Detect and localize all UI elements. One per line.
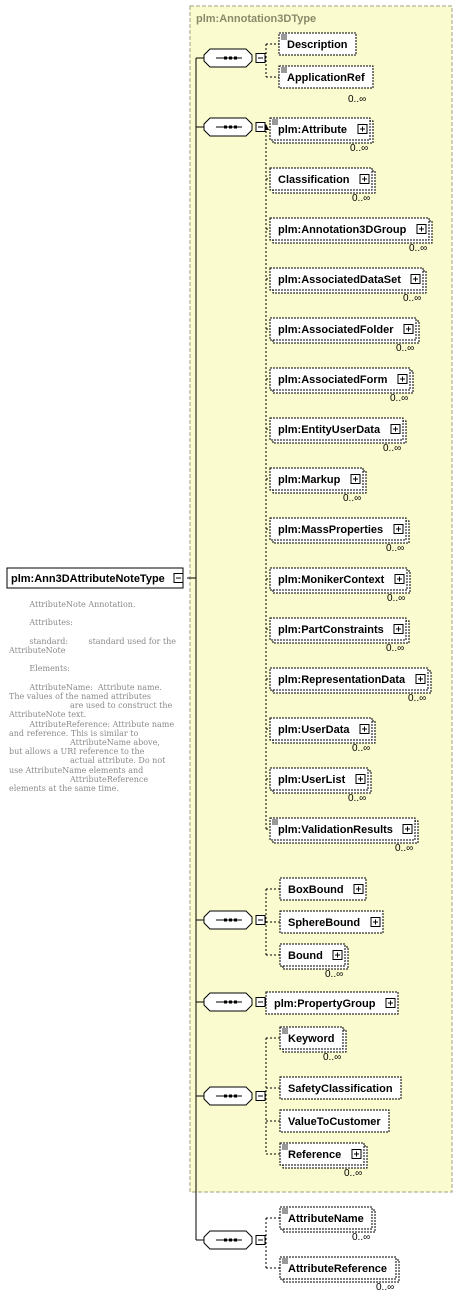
sequence-icon-dot xyxy=(229,1095,232,1098)
element-label: Classification xyxy=(278,174,350,186)
element-label: plm:MassProperties xyxy=(278,524,384,536)
cardinality-label: 0..∞ xyxy=(352,1232,371,1243)
expand-icon[interactable] xyxy=(351,475,360,484)
cardinality-label: 0..∞ xyxy=(390,393,409,404)
sequence-icon-dot xyxy=(229,919,232,922)
cardinality-label: 0..∞ xyxy=(352,193,371,204)
expand-icon[interactable] xyxy=(333,951,342,960)
cardinality-label: 0..∞ xyxy=(350,143,369,154)
sequence-cardinality: 0..∞ xyxy=(348,94,367,105)
cardinality-label: 0..∞ xyxy=(344,1168,363,1179)
element-label: AttributeName xyxy=(288,1213,364,1225)
sequence-icon-dot xyxy=(229,1239,232,1242)
element-label: BoxBound xyxy=(288,884,344,896)
element-label: ValueToCustomer xyxy=(288,1116,381,1128)
element-label: plm:Annotation3DGroup xyxy=(278,224,407,236)
expand-icon[interactable] xyxy=(371,918,380,927)
sequence-icon-dot xyxy=(234,919,237,922)
element-node-2-0[interactable] xyxy=(280,878,366,900)
collapse-icon[interactable] xyxy=(256,54,265,63)
cardinality-label: 0..∞ xyxy=(383,443,402,454)
sequence-icon-dot xyxy=(234,1095,237,1098)
expand-icon[interactable] xyxy=(411,275,420,284)
sequence-icon-dot xyxy=(229,126,232,129)
expand-icon[interactable] xyxy=(360,725,369,734)
cardinality-label: 0..∞ xyxy=(396,343,415,354)
root-documentation: AttributeNote Annotation. Attributes: standard: standard used for the AttributeNote Elements: AttributeName: Attribute name. The values of the named attributes are used to construct the AttributeNote text. AttributeReference: Attribute name and reference. This is similar to AttributeName above, but allows a URI reference to the actual attribute. Do not use AttributeName elements and AttributeReference elements at the same time. xyxy=(9,600,176,794)
element-label: plm:EntityUserData xyxy=(278,424,381,436)
sequence-icon-dot xyxy=(224,57,227,60)
root-element-label: plm:Ann3DAttributeNoteType xyxy=(11,573,165,585)
element-node-5-1[interactable] xyxy=(280,1257,399,1293)
element-node-2-1[interactable] xyxy=(280,911,383,933)
element-node-3-0[interactable] xyxy=(266,992,398,1014)
element-label: plm:RepresentationData xyxy=(278,674,406,686)
cardinality-label: 0..∞ xyxy=(395,843,414,854)
collapse-icon[interactable] xyxy=(256,123,265,132)
cardinality-label: 0..∞ xyxy=(325,969,344,980)
element-label: plm:ValidationResults xyxy=(278,824,393,836)
element-label: ApplicationRef xyxy=(287,72,365,84)
element-node-4-2[interactable] xyxy=(280,1110,389,1132)
element-label: plm:PropertyGroup xyxy=(274,998,376,1010)
collapse-icon[interactable] xyxy=(174,574,183,583)
sequence-icon-dot xyxy=(234,1001,237,1004)
collapse-icon[interactable] xyxy=(256,1236,265,1245)
element-label: plm:UserData xyxy=(278,724,350,736)
expand-icon[interactable] xyxy=(394,625,403,634)
sequence-compositor-5[interactable] xyxy=(204,1231,265,1249)
cardinality-label: 0..∞ xyxy=(343,493,362,504)
sequence-icon-dot xyxy=(229,57,232,60)
element-label: AttributeReference xyxy=(288,1263,388,1275)
expand-icon[interactable] xyxy=(395,575,404,584)
expand-icon[interactable] xyxy=(356,775,365,784)
root-element[interactable] xyxy=(7,568,183,588)
collapse-icon[interactable] xyxy=(256,998,265,1007)
element-label: Bound xyxy=(288,950,323,962)
expand-icon[interactable] xyxy=(386,999,395,1008)
sequence-icon-dot xyxy=(224,126,227,129)
expand-icon[interactable] xyxy=(352,1150,361,1159)
sequence-icon-dot xyxy=(229,1001,232,1004)
cardinality-label: 0..∞ xyxy=(403,293,422,304)
cardinality-label: 0..∞ xyxy=(408,693,427,704)
element-node-0-0[interactable] xyxy=(279,33,356,55)
element-label: plm:Markup xyxy=(278,474,341,486)
expand-icon[interactable] xyxy=(354,885,363,894)
expand-icon[interactable] xyxy=(417,225,426,234)
sequence-icon-dot xyxy=(234,126,237,129)
expand-icon[interactable] xyxy=(398,375,407,384)
sequence-icon-dot xyxy=(224,1095,227,1098)
element-label: plm:AssociatedFolder xyxy=(278,324,394,336)
expand-icon[interactable] xyxy=(391,425,400,434)
element-node-4-1[interactable] xyxy=(280,1077,401,1099)
expand-icon[interactable] xyxy=(358,125,367,134)
element-label: SphereBound xyxy=(288,917,361,929)
element-label: plm:UserList xyxy=(278,774,346,786)
cardinality-label: 0..∞ xyxy=(387,593,406,604)
element-node-5-0[interactable] xyxy=(280,1207,375,1243)
expand-icon[interactable] xyxy=(360,175,369,184)
expand-icon[interactable] xyxy=(394,525,403,534)
element-label: plm:PartConstraints xyxy=(278,624,384,636)
element-label: plm:MonikerContext xyxy=(278,574,385,586)
collapse-icon[interactable] xyxy=(256,916,265,925)
element-label: SafetyClassification xyxy=(288,1083,393,1095)
sequence-icon-dot xyxy=(234,1239,237,1242)
group-title: plm:Annotation3DType xyxy=(196,13,317,25)
cardinality-label: 0..∞ xyxy=(348,793,367,804)
cardinality-label: 0..∞ xyxy=(376,1282,395,1293)
expand-icon[interactable] xyxy=(416,675,425,684)
cardinality-label: 0..∞ xyxy=(352,743,371,754)
cardinality-label: 0..∞ xyxy=(386,543,405,554)
element-label: plm:AssociatedForm xyxy=(278,374,388,386)
element-label: plm:AssociatedDataSet xyxy=(278,274,401,286)
expand-icon[interactable] xyxy=(404,325,413,334)
element-label: Description xyxy=(287,39,348,51)
element-node-0-1[interactable] xyxy=(279,66,373,88)
expand-icon[interactable] xyxy=(403,825,412,834)
element-label: plm:Attribute xyxy=(278,124,348,136)
element-label: Keyword xyxy=(288,1033,335,1045)
sequence-icon-dot xyxy=(224,1239,227,1242)
sequence-icon-dot xyxy=(224,919,227,922)
collapse-icon[interactable] xyxy=(256,1092,265,1101)
cardinality-label: 0..∞ xyxy=(386,643,405,654)
cardinality-label: 0..∞ xyxy=(409,243,428,254)
sequence-icon-dot xyxy=(234,57,237,60)
sequence-icon-dot xyxy=(224,1001,227,1004)
cardinality-label: 0..∞ xyxy=(323,1052,342,1063)
element-label: Reference xyxy=(288,1149,342,1161)
